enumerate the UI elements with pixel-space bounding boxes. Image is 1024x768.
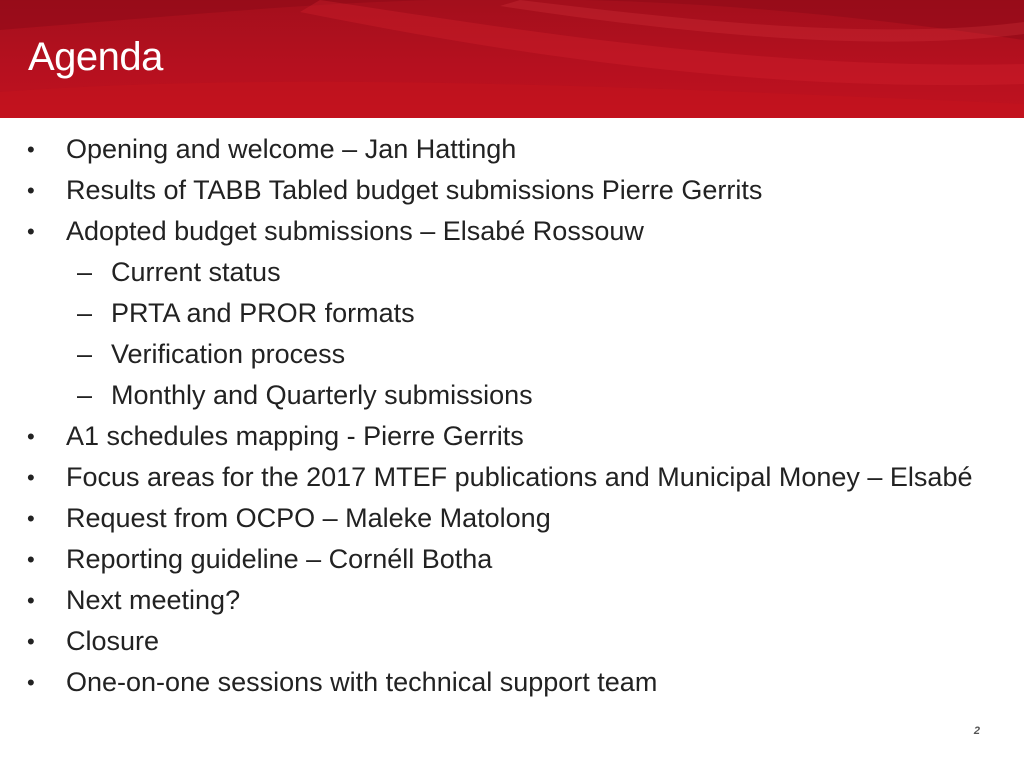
bullet-marker: •: [27, 588, 35, 613]
agenda-item-text: Monthly and Quarterly submissions: [111, 380, 533, 410]
agenda-list: [0, 129, 1000, 703]
dash-marker: –: [77, 257, 93, 287]
agenda-subitem: [0, 293, 1000, 334]
title-banner: [0, 0, 1024, 118]
bullet-marker: •: [27, 547, 35, 572]
agenda-item: [0, 457, 1000, 498]
agenda-item-text: Current status: [111, 257, 281, 287]
agenda-item: [0, 498, 1000, 539]
agenda-item-text: Adopted budget submissions – Elsabé Rossouw: [66, 216, 644, 246]
bullet-marker: •: [27, 178, 35, 203]
agenda-item-text: Closure: [66, 626, 160, 656]
agenda-item-text: A1 schedules mapping - Pierre Gerrits: [66, 421, 524, 451]
dash-marker: –: [77, 380, 93, 410]
agenda-item: [0, 621, 1000, 662]
agenda-item: [0, 539, 1000, 580]
bullet-marker: •: [27, 137, 35, 162]
agenda-item-text: Results of TABB Tabled budget submissions Pierre Gerrits: [66, 175, 763, 205]
bullet-marker: •: [27, 670, 35, 695]
bullet-marker: •: [27, 424, 35, 449]
slide-title: Agenda: [28, 35, 163, 79]
agenda-item-text: Verification process: [111, 339, 346, 369]
agenda-item: [0, 580, 1000, 621]
agenda-item-text: Opening and welcome – Jan Hattingh: [66, 134, 517, 164]
agenda-item-text: Reporting guideline – Cornéll Botha: [66, 544, 493, 574]
bullet-marker: •: [27, 506, 35, 531]
agenda-item-text: PRTA and PROR formats: [111, 298, 415, 328]
bullet-marker: •: [27, 219, 35, 244]
agenda-item: [0, 416, 1000, 457]
agenda-subitem: [0, 375, 1000, 416]
agenda-item-text: Focus areas for the 2017 MTEF publications and Municipal Money – Elsabé: [66, 462, 973, 492]
bullet-marker: •: [27, 629, 35, 654]
page-number: 2: [973, 725, 980, 737]
agenda-item: [0, 129, 1000, 170]
agenda-item: [0, 211, 1000, 252]
bullet-marker: •: [27, 465, 35, 490]
dash-marker: –: [77, 339, 93, 369]
agenda-item-text: One-on-one sessions with technical support team: [66, 667, 658, 697]
agenda-item: [0, 170, 1000, 211]
dash-marker: –: [77, 298, 93, 328]
agenda-item-text: Next meeting?: [66, 585, 241, 615]
agenda-subitem: [0, 252, 1000, 293]
agenda-item-text: Request from OCPO – Maleke Matolong: [66, 503, 551, 533]
agenda-subitem: [0, 334, 1000, 375]
agenda-item: [0, 662, 1000, 703]
